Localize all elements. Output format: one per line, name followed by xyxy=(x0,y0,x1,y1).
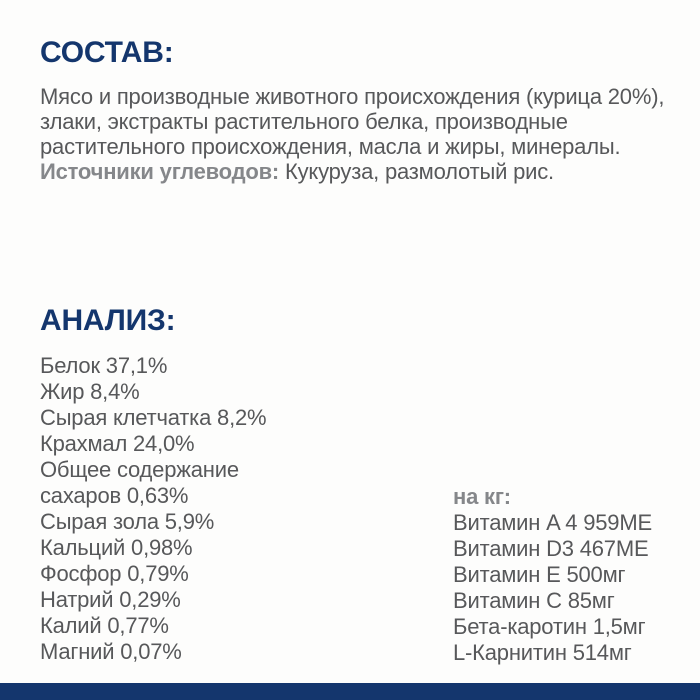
vitamin-line: Витамин E 500мг xyxy=(453,562,626,587)
analysis-title: АНАЛИЗ: xyxy=(40,304,176,337)
vitamins-list xyxy=(453,510,693,666)
carb-sources-label: Источники углеводов: xyxy=(40,159,280,184)
composition-title: СОСТАВ: xyxy=(40,36,174,69)
composition-body: Мясо и производные животного происхождения (курица 20%), злаки, экстракты растительного белка, производные растительного происхождения, масла и жиры, минералы. xyxy=(40,84,665,159)
analysis-list xyxy=(40,353,420,665)
analysis-line: Общее содержание xyxy=(40,457,239,482)
vitamin-line: Витамин C 85мг xyxy=(453,588,615,613)
vitamins-header: на кг: xyxy=(453,484,511,509)
vitamin-line: Витамин D3 467МЕ xyxy=(453,536,649,561)
analysis-line: Магний 0,07% xyxy=(40,639,182,664)
analysis-line: сахаров 0,63% xyxy=(40,483,189,508)
analysis-line: Натрий 0,29% xyxy=(40,587,181,612)
analysis-line: Сырая клетчатка 8,2% xyxy=(40,405,267,430)
footer-navy-bar xyxy=(0,683,700,700)
vitamin-line: L-Карнитин 514мг xyxy=(453,640,632,665)
analysis-line: Калий 0,77% xyxy=(40,613,169,638)
carb-sources-line xyxy=(40,159,670,184)
carb-sources-value: Кукуруза, размолотый рис. xyxy=(285,159,554,184)
vitamin-line: Бета-каротин 1,5мг xyxy=(453,614,646,639)
analysis-line: Сырая зола 5,9% xyxy=(40,509,215,534)
analysis-line: Крахмал 24,0% xyxy=(40,431,195,456)
vitamins-section xyxy=(453,484,693,666)
analysis-section xyxy=(40,304,420,665)
analysis-line: Фосфор 0,79% xyxy=(40,561,189,586)
composition-section xyxy=(40,36,670,184)
analysis-line: Кальций 0,98% xyxy=(40,535,193,560)
analysis-line: Белок 37,1% xyxy=(40,353,168,378)
analysis-line: Жир 8,4% xyxy=(40,379,140,404)
vitamin-line: Витамин A 4 959МЕ xyxy=(453,510,652,535)
